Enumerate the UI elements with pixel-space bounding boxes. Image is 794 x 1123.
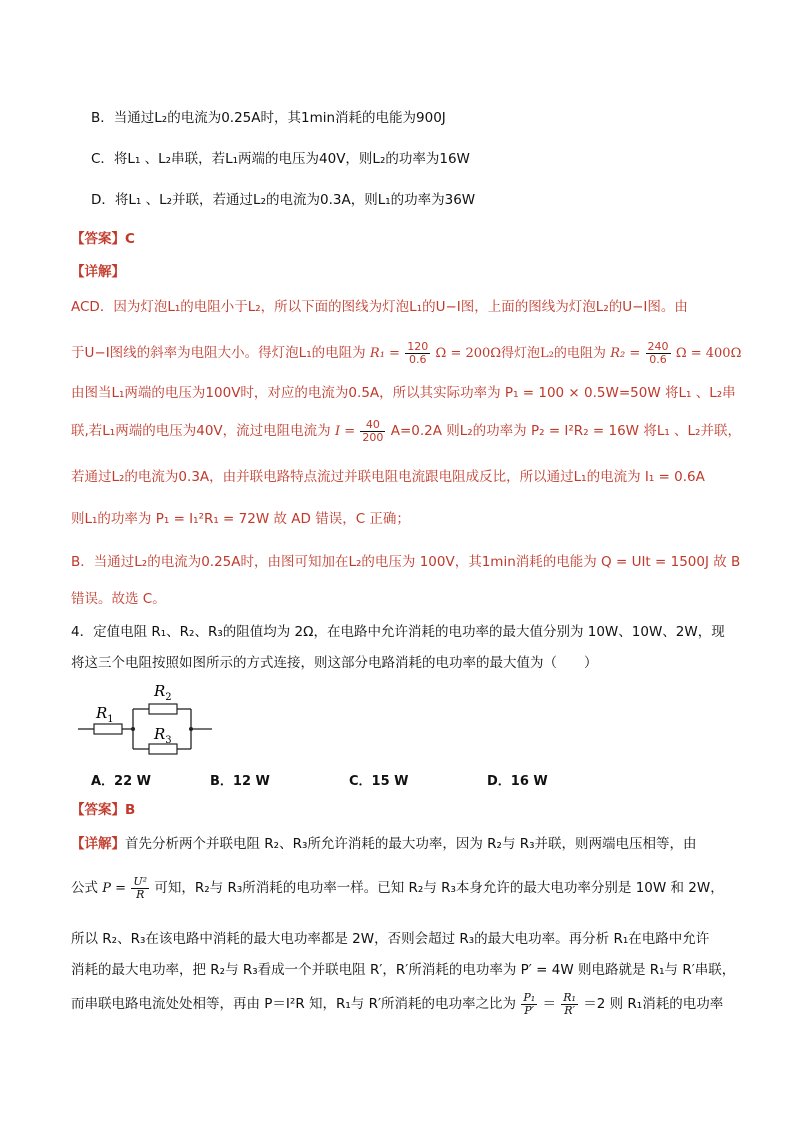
equals-sign: ＝ xyxy=(542,996,556,1012)
q4-detail-line-5 xyxy=(71,987,723,1021)
fraction-r2-num: 240 xyxy=(647,339,669,353)
detail-line-5: 若通过L₂的电流为0.3A，由并联电路特点流过并联电阻电流跟电阻成反比，所以通过L₁的电流为 I₁ = 0.6A xyxy=(71,469,705,485)
option-d: D．将L₁ 、L₂并联，若通过L₂的电流为0.3A，则L₁的功率为36W xyxy=(91,192,476,208)
detail-line-2-text-b: Ω = 200Ω得灯泡L₂的电阻为 xyxy=(435,346,606,361)
q4-answer-value: B xyxy=(125,802,136,818)
option-b: B．当通过L₂的电流为0.25A时，其1min消耗的电能为900J xyxy=(91,110,446,126)
q4-answer-tag: 【答案】 xyxy=(71,802,125,818)
q4-stem-line-1: 4．定值电阻 R₁、R₂、R₃的阻值均为 2Ω，在电路中允许消耗的电功率的最大值分别为 10W、10W、2W，现 xyxy=(71,624,725,640)
label-r1: $R_1$ xyxy=(96,704,114,725)
formula-i: I = xyxy=(334,424,356,439)
detail-tag: 【详解】 xyxy=(71,264,125,280)
fraction-p xyxy=(131,876,149,901)
detail-line-8: 错误。故选 C。 xyxy=(71,591,166,607)
choice-b: B．12 W xyxy=(210,774,270,789)
resistor-r3 xyxy=(149,744,177,754)
answer-row xyxy=(71,229,135,249)
formula-r1: R₁ = xyxy=(369,346,400,361)
q4-detail-text-2b: 可知，R₂与 R₃所消耗的电功率一样。已知 R₂与 R₃本身允许的最大电功率分别是 10W 和 2W， xyxy=(154,880,724,896)
answer-tag: 【答案】 xyxy=(71,231,125,247)
fraction-p-den: R xyxy=(136,887,145,901)
q4-detail-line-1 xyxy=(71,834,697,854)
choice-d: D．16 W xyxy=(487,774,548,789)
label-r2: $R_2$ xyxy=(154,682,172,703)
choice-c: C．15 W xyxy=(349,774,409,789)
label-r3: $R_3$ xyxy=(154,725,172,746)
detail-line-2-text-c: Ω = 400Ω xyxy=(675,346,742,361)
resistor-r2 xyxy=(149,704,177,714)
formula-r2: R₂ = xyxy=(610,346,641,361)
fraction-r1-den: 0.6 xyxy=(408,352,427,366)
fraction-power-ratio xyxy=(521,992,537,1017)
fraction-resistance-num: R₁ xyxy=(563,990,576,1004)
q4-detail-text-2a: 公式 xyxy=(71,880,98,896)
q4-stem-line-2: 将这三个电阻按照如图所示的方式连接，则这部分电路消耗的电功率的最大值为（ ） xyxy=(71,655,598,671)
detail-line-4-text-b: A=0.2A 则L₂的功率为 P₂ = I²R₂ = 16W 将L₁ 、L₂并联， xyxy=(390,423,741,439)
fraction-resistance-ratio xyxy=(561,992,578,1017)
detail-line-2-text-a: 于U−I图线的斜率为电阻大小。得灯泡L₁的电阻为 xyxy=(71,345,366,361)
q4-detail-line-3: 所以 R₂、R₃在该电路中消耗的最大电功率都是 2W，否则会超过 R₃的最大电功率。再分析 R₁在电路中允许 xyxy=(71,931,710,947)
junction-left xyxy=(131,727,135,731)
fraction-r1-num: 120 xyxy=(407,339,429,353)
fraction-r2 xyxy=(646,341,671,366)
q4-detail-text-5b: ＝2 则 R₁消耗的电功率 xyxy=(583,996,724,1012)
detail-line-2 xyxy=(71,336,741,371)
fraction-p-num: U² xyxy=(133,874,148,888)
q4-detail-line-2 xyxy=(71,868,724,909)
q4-answer-row xyxy=(71,800,135,820)
detail-line-7: B．当通过L₂的电流为0.25A时，由图可知加在L₂的电压为 100V，其1min消耗的电能为 Q = UIt = 1500J 故 B xyxy=(71,554,741,570)
fraction-resistance-den: R′ xyxy=(564,1003,575,1017)
q4-detail-text-1: 首先分析两个并联电阻 R₂、R₃所允许消耗的最大功率，因为 R₂与 R₃并联，则两端电压相等，由 xyxy=(125,836,697,852)
fraction-i-num: 40 xyxy=(360,419,385,432)
answer-value: C xyxy=(125,231,135,247)
q4-detail-text-5a: 而串联电路电流处处相等，再由 P＝I²R 知，R₁与 R′所消耗的电功率之比为 xyxy=(71,996,517,1012)
choice-a: A．22 W xyxy=(91,774,152,789)
detail-line-4-text-a: 联,若L₁两端的电压为40V，流过电阻电流为 xyxy=(71,423,331,439)
formula-p: P = xyxy=(102,881,127,896)
resistor-r1 xyxy=(94,724,122,734)
fraction-r1 xyxy=(405,341,430,366)
q4-detail-tag: 【详解】 xyxy=(71,836,125,852)
detail-line-6: 则L₁的功率为 P₁ = I₁²R₁ = 72W 故 AD 错误，C 正确； xyxy=(71,511,410,527)
detail-line-3: 由图当L₁两端的电压为100V时，对应的电流为0.5A，所以其实际功率为 P₁ = 100 × 0.5W=50W 将L₁ 、L₂串 xyxy=(71,385,736,401)
fraction-power-den: P′ xyxy=(524,1003,535,1017)
circuit-diagram xyxy=(74,680,224,760)
option-c: C．将L₁ 、L₂串联，若L₁两端的电压为40V，则L₂的功率为16W xyxy=(91,151,470,167)
fraction-power-num: P₁ xyxy=(523,990,536,1004)
fraction-i xyxy=(360,419,385,444)
fraction-i-den: 200 xyxy=(362,430,384,444)
fraction-r2-den: 0.6 xyxy=(649,352,667,366)
detail-line-4 xyxy=(71,414,741,449)
q4-detail-line-4: 消耗的最大电功率，把 R₂与 R₃看成一个并联电阻 R′，R′所消耗的电功率为 P′ = 4W 则电路就是 R₁与 R′串联， xyxy=(71,962,736,978)
detail-line-1: ACD．因为灯泡L₁的电阻小于L₂，所以下面的图线为灯泡L₁的U−I图，上面的图线为灯泡L₂的U−I图。由 xyxy=(71,299,688,315)
